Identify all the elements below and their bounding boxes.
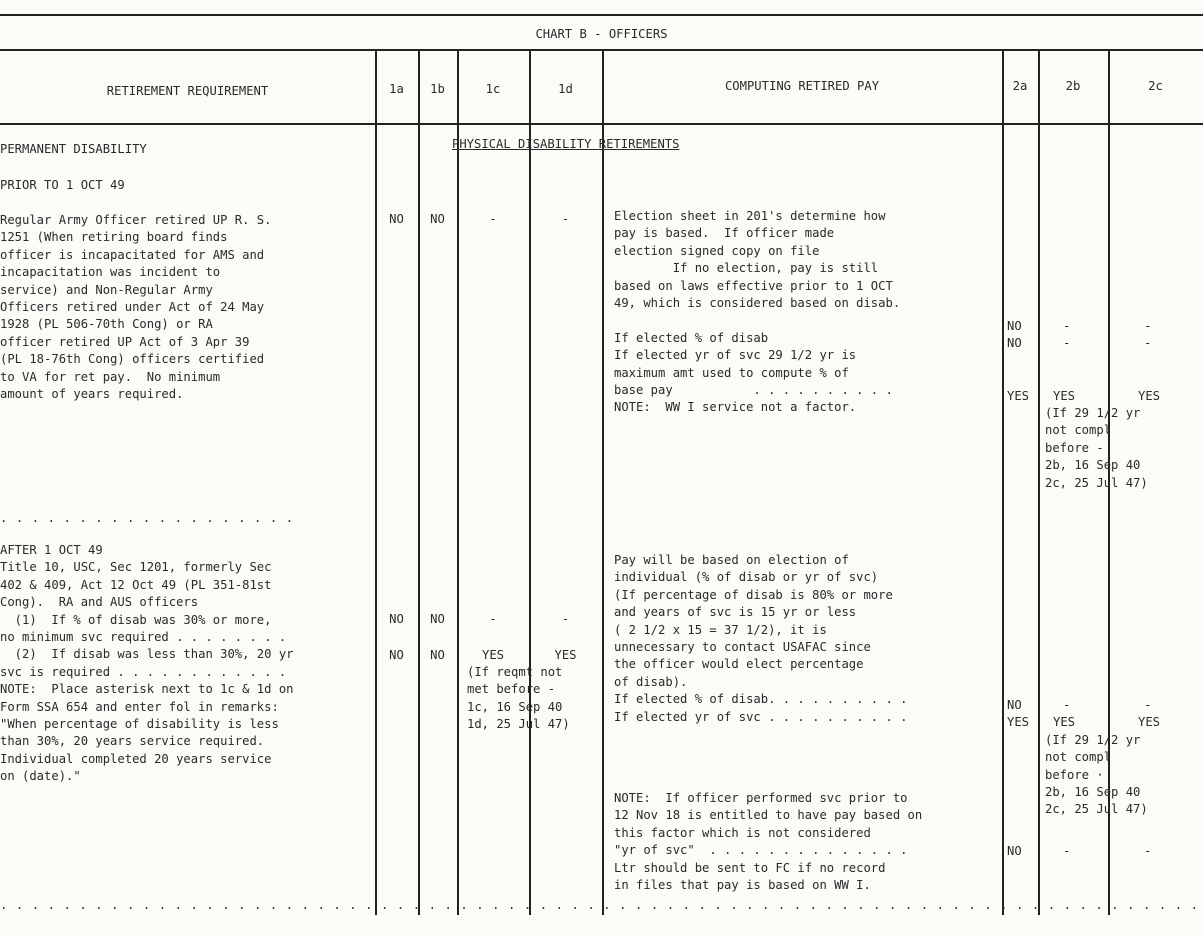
text-line: YES [1053, 715, 1076, 730]
heading-permanent-disability: PERMANENT DISABILITY [0, 142, 147, 156]
col-rule-2a [1002, 49, 1004, 915]
text-line: base pay . . . . . . . . . . [614, 383, 893, 398]
text-line: Pay will be based on election of [614, 553, 849, 567]
text-line: ( 2 1/2 x 15 = 37 1/2), it is [614, 622, 827, 637]
section-title: PHYSICAL DISABILITY RETIREMENTS [452, 137, 680, 151]
block2-1c-item2: YES [481, 648, 504, 662]
text-line: - [1144, 698, 1152, 712]
bottom-dotted-line: . . . . . . . . . . . . . . . . . . . . . . . . . . . . . . . . . . . . . . . . . . . . . . . . . . . . . . . . . . . . . . . . . . . . . . . . . . . . [0, 898, 1199, 912]
text-line: the officer would elect percentage [614, 657, 864, 672]
block2-2b [1045, 697, 1148, 819]
text-line: Ltr should be sent to FC if no record [614, 860, 886, 875]
text-line: than 30%, 20 years service required. [0, 734, 265, 749]
text-line: If elected yr of svc . . . . . . . . . . [614, 709, 908, 724]
col-rule-computing [602, 49, 604, 915]
block2-1a-item1: NO [389, 612, 404, 626]
col-rule-1c [457, 49, 459, 915]
text-line: not compl [1045, 423, 1112, 438]
text-line: unnecessary to contact USAFAC since [614, 640, 871, 655]
text-line: If elected % of disab [614, 330, 769, 345]
text-line: in files that pay is based on WW I. [614, 878, 871, 893]
text-line: (If percentage of disab is 80% or more [614, 587, 893, 602]
text-line: "yr of svc" . . . . . . . . . . . . . . [614, 843, 908, 858]
text-line: YES [1007, 715, 1030, 730]
text-line: election signed copy on file [614, 243, 820, 258]
block2-2a [1007, 697, 1029, 732]
text-line: Cong). RA and AUS officers [0, 595, 199, 610]
text-line [1138, 370, 1160, 387]
text-line: Individual completed 20 years service [0, 751, 272, 766]
text-line: (If 29 1/2 yr [1045, 732, 1141, 747]
text-line [614, 312, 900, 329]
block2-computing [614, 552, 908, 726]
text-line: If elected % of disab. . . . . . . . . . [614, 692, 908, 707]
text-line: YES [1053, 388, 1076, 403]
text-line: (If reqmt not [467, 665, 563, 679]
text-line: on (date)." [0, 769, 81, 784]
text-line: to VA for ret pay. No minimum [0, 369, 221, 384]
text-line: - [1063, 698, 1071, 712]
text-line: 2c, 25 Jul 47) [1045, 802, 1148, 817]
text-line [1045, 353, 1148, 370]
header-1b: 1b [430, 82, 445, 96]
text-line: 1251 (When retiring board finds [0, 230, 228, 245]
text-line [1138, 353, 1160, 370]
text-line: NOTE: WW I service not a factor. [614, 400, 857, 415]
text-line: pay is based. If officer made [614, 226, 835, 241]
block2-1b-item2: NO [430, 648, 445, 662]
text-line [1007, 370, 1029, 387]
text-line: Regular Army Officer retired UP R. S. [0, 213, 272, 227]
text-line: not compl [1045, 750, 1112, 765]
block1-1a: NO [389, 212, 404, 226]
text-line: 2b, 16 Sep 40 [1045, 784, 1141, 799]
text-line: NO [1007, 336, 1022, 351]
text-line: (PL 18-76th Cong) officers certified [0, 352, 265, 367]
text-line: 12 Nov 18 is entitled to have pay based on [614, 808, 923, 823]
text-line: based on laws effective prior to 1 OCT [614, 278, 893, 293]
section-divider: . . . . . . . . . . . . . . . . . . . [0, 511, 294, 525]
header-1a: 1a [389, 82, 404, 96]
block1-2b [1045, 318, 1148, 492]
text-line: NOTE: If officer performed svc prior to [614, 791, 908, 805]
block2-2a-last: NO [1007, 844, 1022, 858]
top-rule [0, 14, 1203, 16]
header-1c: 1c [485, 82, 501, 96]
text-line: amount of years required. [0, 387, 184, 402]
text-line: - [1063, 319, 1071, 333]
text-line: before - [1045, 440, 1104, 455]
block2-2c-last: - [1144, 844, 1152, 858]
text-line: 49, which is considered based on disab. [614, 296, 901, 311]
text-line: Form SSA 654 and enter fol in remarks: [0, 699, 279, 714]
text-line: and years of svc is 15 yr or less [614, 605, 857, 620]
text-line: If no election, pay is still [614, 261, 879, 276]
col-rule-2b [1038, 49, 1040, 915]
block2-computing-note [614, 790, 922, 894]
block1-1d: - [561, 212, 570, 226]
block2-1d-item2: YES [554, 648, 577, 662]
text-line: "When percentage of disability is less [0, 717, 279, 732]
block1-2c [1138, 318, 1160, 405]
text-line: (If 29 1/2 yr [1045, 405, 1141, 420]
text-line: met before - [467, 682, 556, 697]
block2-1c-item1: - [489, 612, 497, 626]
text-line [1045, 370, 1148, 387]
col-rule-1d [529, 49, 531, 915]
col-rule-1b [418, 49, 420, 915]
text-line: officer retired UP Act of 3 Apr 39 [0, 334, 250, 349]
col-rule-1a [375, 49, 377, 915]
text-line: service) and Non-Regular Army [0, 282, 213, 297]
text-line: (2) If disab was less than 30%, 20 yr [0, 647, 294, 662]
block1-requirement [0, 212, 272, 403]
text-line: svc is required . . . . . . . . . . . . [0, 664, 287, 679]
header-1d: 1d [558, 82, 573, 96]
block1-computing [614, 208, 900, 417]
block2-1b-item1: NO [430, 612, 445, 626]
block2-1a-item2: NO [389, 648, 404, 662]
text-line: Title 10, USC, Sec 1201, formerly Sec [0, 560, 272, 575]
text-line: - [1144, 336, 1152, 351]
text-line: (1) If % of disab was 30% or more, [0, 612, 272, 627]
text-line: NOTE: Place asterisk next to 1c & 1d on [0, 682, 294, 697]
text-line: NO [1007, 698, 1022, 712]
block2-1d-item1: - [561, 612, 570, 626]
block2-2b-last: - [1063, 844, 1071, 858]
text-line: individual (% of disab or yr of svc) [614, 570, 879, 585]
header-retirement-requirement: RETIREMENT REQUIREMENT [106, 84, 269, 98]
text-line: officer is incapacitated for AMS and [0, 247, 265, 262]
text-line: maximum amt used to compute % of [614, 365, 849, 380]
text-line: If elected yr of svc 29 1/2 yr is [614, 348, 857, 363]
header-computing-retired-pay: COMPUTING RETIRED PAY [724, 79, 880, 93]
text-line: 2b, 16 Sep 40 [1045, 458, 1141, 473]
text-line: YES [1007, 388, 1030, 403]
text-line: Officers retired under Act of 24 May [0, 300, 265, 315]
text-line: no minimum svc required . . . . . . . . [0, 630, 287, 645]
header-2b: 2b [1065, 79, 1081, 93]
text-line [1007, 353, 1029, 370]
text-line: NO [1007, 319, 1022, 333]
text-line: 2c, 25 Jul 47) [1045, 475, 1148, 490]
heading-prior-1-oct-49: PRIOR TO 1 OCT 49 [0, 178, 125, 192]
text-line: Election sheet in 201's determine how [614, 209, 886, 223]
text-line: this factor which is not considered [614, 825, 871, 840]
text-line: 1d, 25 Jul 47) [467, 717, 570, 732]
text-line: before · [1045, 767, 1104, 782]
text-line: 1c, 16 Sep 40 [467, 699, 563, 714]
text-line: incapacitation was incident to [0, 265, 221, 280]
block1-2a [1007, 318, 1029, 405]
header-2c: 2c [1148, 79, 1163, 93]
text-line: YES [1138, 388, 1161, 403]
text-line: - [1144, 319, 1152, 333]
block1-1c: - [489, 212, 497, 226]
block2-2c [1138, 697, 1160, 732]
block1-1b: NO [430, 212, 445, 226]
text-line: of disab). [614, 674, 688, 689]
text-line: AFTER 1 OCT 49 [0, 543, 103, 557]
text-line: 402 & 409, Act 12 Oct 49 (PL 351-81st [0, 577, 272, 592]
block2-1c-1d-note [467, 664, 570, 734]
chart-title: CHART B - OFFICERS [535, 27, 668, 41]
block2-requirement [0, 542, 294, 786]
text-line: 1928 (PL 506-70th Cong) or RA [0, 317, 213, 332]
text-line: YES [1138, 715, 1161, 730]
header-2a: 2a [1012, 79, 1028, 93]
text-line: - [1063, 336, 1071, 351]
